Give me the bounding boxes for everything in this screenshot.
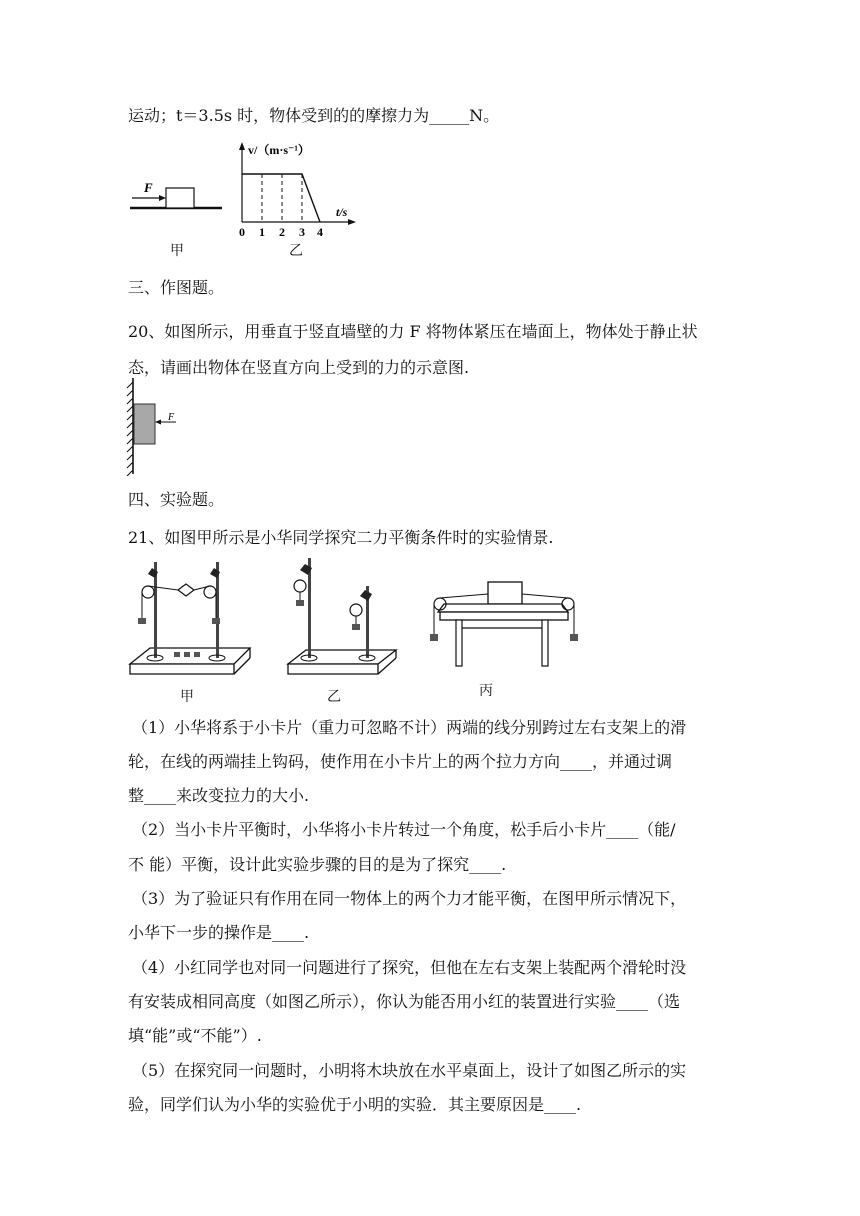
base-front [288,664,378,674]
q21-p2-line1: （2）当小卡片平衡时，小华将小卡片转过一个角度，松手后小卡片____（能/ [132,820,676,839]
left-weight [430,634,438,641]
vt-graph [232,140,362,240]
y-axis-label: v/（m·s⁻¹） [248,143,310,157]
right-pulley [562,598,574,610]
f-label: F [168,412,175,423]
q21-intro: 21、如图甲所示是小华同学探究二力平衡条件时的实验情景. [128,528,554,547]
fig-yi-caption: 乙 [289,243,303,259]
q21-p3-line1: （3）为了验证只有作用在同一物体上的两个力才能平衡，在图甲所示情况下， [132,889,687,908]
q21-bing-caption: 丙 [479,683,493,699]
pressed-block [134,404,155,444]
left-pulley-high [294,580,306,592]
tick-3: 3 [299,225,305,239]
force-arrow-head [159,195,166,201]
base-top [288,650,396,664]
right-weight [212,618,220,624]
q21-p4-line2: 有安装成相同高度（如图乙所示），你认为能否用小红的装置进行实验____（选 [128,992,681,1011]
right-pulley [204,586,216,598]
q20-wall-figure [124,376,194,476]
wall-hatching [127,382,133,476]
q21-p4-line3: 填“能”或“不能”）. [128,1026,262,1045]
velocity-line [242,174,320,222]
fig-jia-caption: 甲 [170,243,184,259]
x-axis-label: t/s [336,205,348,219]
left-pulley [142,586,154,598]
q21-p5-line2: 验，同学们认为小华的实验优于小明的实验．其主要原因是____. [128,1095,582,1114]
tick-0: 0 [239,225,245,239]
force-label: F [144,180,153,195]
base-front [130,664,234,674]
small-card [178,584,194,596]
q21-p1-line3: 整____来改变拉力的大小. [128,786,310,805]
x-axis-arrow [348,219,356,225]
section3-title: 三、作图题。 [128,278,225,297]
q21-p1-line1: （1）小华将系于小卡片（重力可忽略不计）两端的线分别跨过左右支架上的滑 [132,718,687,737]
q21-jia-caption: 甲 [180,689,194,705]
q20-line2: 态，请画出物体在竖直方向上受到的力的示意图. [128,358,470,377]
q21-p5-line1: （5）在探究同一问题时，小明将木块放在水平桌面上，设计了如图乙所示的实 [132,1061,687,1080]
right-weight [570,634,578,641]
q21-yi-caption: 乙 [327,689,341,705]
q21-figure-bing [426,578,582,670]
tick-1: 1 [259,225,265,239]
q21-figure-jia [128,552,258,684]
block [166,188,194,208]
tick-4: 4 [317,225,323,239]
q21-p3-line2: 小华下一步的操作是____. [128,923,310,942]
table-top [438,604,568,612]
q21-p2-line2: 不 能）平衡，设计此实验步骤的目的是为了探究____. [128,855,507,874]
q19-tail-text: 运动；t＝3.5s 时，物体受到的的摩擦力为_____N。 [128,106,500,125]
q21-p1-line2: 轮，在线的两端挂上钩码，使作用在小卡片上的两个拉力方向____，并通过调 [128,752,673,771]
q21-p4-line1: （4）小红同学也对同一问题进行了探究，但他在左右支架上装配两个滑轮时没 [132,958,687,977]
q20-line1: 20、如图所示，用垂直于竖直墙壁的力 F 将物体紧压在墙面上，物体处于静止状 [128,322,698,341]
tick-2: 2 [279,225,285,239]
right-pulley-low [350,604,362,616]
y-axis-arrow [239,142,245,150]
q21-figure-yi [286,552,402,684]
left-weight [138,618,146,624]
q19-figure-jia [128,176,228,216]
wood-block [488,582,522,604]
section4-title: 四、实验题。 [128,490,225,509]
f-arrow-head [155,420,161,425]
